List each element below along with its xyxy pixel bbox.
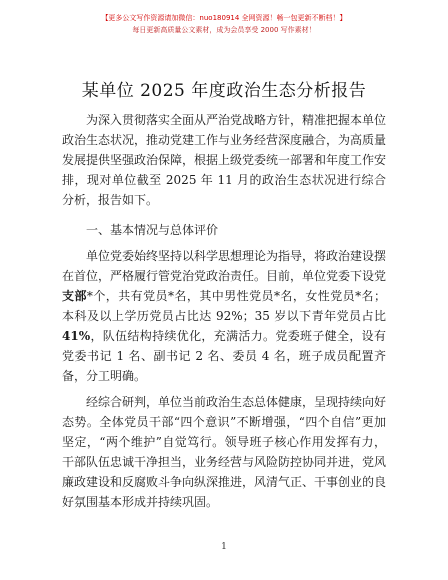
basic-info-paragraph [62,246,386,386]
promo-banner-line2: 每日更新高质量公文素材，成为会员享受 2000 写作素材！ [132,26,316,34]
document-title: 某单位 2025 年度政治生态分析报告 [81,81,367,101]
basic-info-bold-branch: 支部 [62,289,87,303]
basic-info-bold-percent: 41% [62,329,91,343]
document-body [62,110,386,518]
page-number: 1 [221,542,227,552]
basic-info-text-b: *个，共有党员*名，其中男性党员*名，女性党员*名；本科及以上学历党员占比达 92%；35 岁以下青年党员占比 [62,289,386,323]
intro-paragraph: 为深入贯彻落实全面从严治党战略方针，精准把握本单位政治生态状况，推动党建工作与业务经营深度融合，为高质量发展提供坚强政治保障，根据上级党委统一部署和年度工作安排，现对单位截至 2025 年 11 月的政治生态状况进行综合分析，报告如下。 [62,113,387,207]
evaluation-paragraph: 经综合研判，单位当前政治生态总体健康，呈现持续向好态势。全体党员干部“四个意识”不断增强，“四个自信”更加坚定，“两个维护”自觉笃行。领导班子核心作用发挥有力，干部队伍忠诚干净担当，业务经营与风险防控协同并进，党风廉政建设和反腐败斗争向纵深推进，风清气正、干事创业的良好氛围基本形成并持续巩固。 [62,395,387,509]
section-heading: 一、基本情况与总体评价 [86,223,219,237]
basic-info-text-a: 单位党委始终坚持以科学思想理论为指导，将政治建设摆在首位，严格履行管党治党政治责任。目前，单位党委下设党 [62,249,387,283]
promo-banner-line1: 【更多公文写作资源请加微信：nuo180914 全网资源！畅一包更新不断档！】 [101,14,347,22]
basic-info-text-c: ，队伍结构持续优化，充满活力。党委班子健全，设有党委书记 1 名、副书记 2 名、委员 4 名，班子成员配置齐备，分工明确。 [62,329,386,383]
